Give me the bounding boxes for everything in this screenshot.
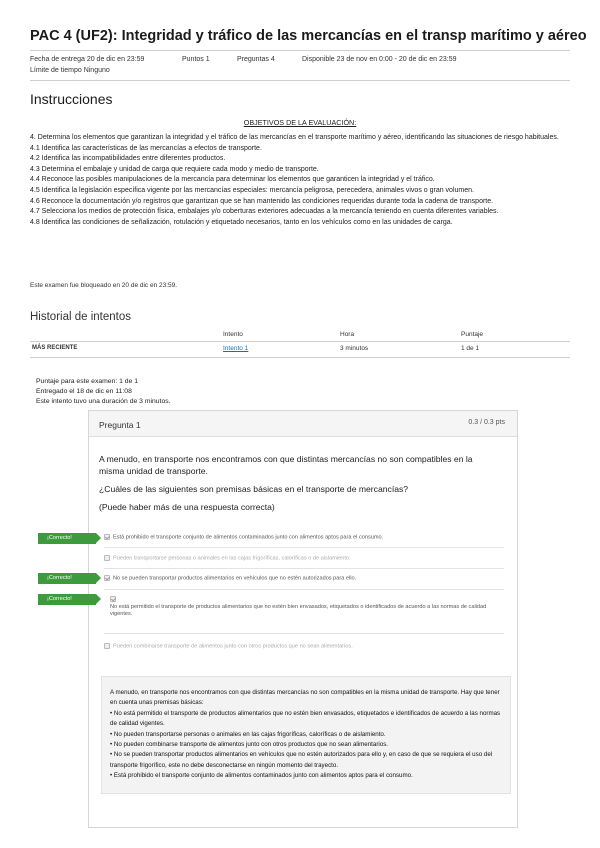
answer-text: Pueden combinarse transporte de alimentos junto con otros productos que no sean alimentarios. bbox=[113, 643, 353, 650]
feedback-item: • Está prohibido el transporte conjunto de alimentos contaminados junto con alimentos aptos para el consumo. bbox=[110, 772, 413, 780]
checkbox-checked[interactable] bbox=[110, 596, 116, 602]
attempt-summary bbox=[36, 377, 171, 407]
locked-note: Este examen fue bloqueado en 20 de dic en 23:59. bbox=[30, 282, 178, 289]
answer-option bbox=[104, 643, 504, 657]
question-prompt: ¿Cuáles de las siguientes son premisas básicas en el transporte de mercancías? bbox=[99, 484, 409, 494]
row-label: MÁS RECIENTE bbox=[32, 345, 78, 351]
answer-text: Está prohibido el transporte conjunto de alimentos contaminados junto con alimentos aptos para el consumo. bbox=[113, 534, 384, 541]
question-points: 0.3 / 0.3 pts bbox=[468, 419, 505, 426]
feedback-intro: A menudo, en transporte nos encontramos con que distintas mercancías no son compatibles en la misma unidad de transporte. Hay que tener en cuenta unas premisas básicas: bbox=[110, 689, 500, 707]
instructions-heading: Instrucciones bbox=[30, 91, 113, 107]
meta-divider bbox=[30, 80, 570, 81]
objective-item: 4.2 Identifica las incompatibilidades entre diferentes productos. bbox=[30, 155, 226, 163]
objective-item: 4.4 Reconoce las posibles manipulaciones de la mercancía para determinar los elementos que garanticen la integridad y el tráfico. bbox=[30, 176, 435, 184]
answer-feedback bbox=[101, 676, 511, 794]
answer-text: No está permitido el transporte de productos alimentarios que no estén bien envasados, etiquetados o identificados de acuerdo a las normas de calidad vigentes. bbox=[110, 603, 487, 618]
objective-item: 4. Determina los elementos que garantizan la integridad y el tráfico de las mercancías en el transporte marítimo y aéreo, identificando las situaciones de riesgo habituales. bbox=[30, 134, 559, 141]
availability-info: Disponible 23 de nov en 0:00 - 20 de dic en 23:59 bbox=[302, 56, 457, 63]
history-heading: Historial de intentos bbox=[30, 311, 131, 323]
checkbox-checked[interactable] bbox=[104, 575, 110, 581]
time-limit: Límite de tiempo Ninguno bbox=[30, 67, 110, 74]
correct-tag: ¡Correcto! bbox=[38, 533, 96, 544]
correct-tag: ¡Correcto! bbox=[38, 573, 96, 584]
question-number: Pregunta 1 bbox=[99, 420, 141, 430]
question-text bbox=[99, 453, 499, 519]
table-header-divider bbox=[30, 341, 570, 342]
answer-text: Pueden transportarse personas o animales en las cajas frigoríficas, caloríficas o de aislamiento. bbox=[113, 555, 351, 562]
objectives-list bbox=[30, 133, 575, 228]
objective-item: 4.5 Identifica la legislación específica vigente por las mercancías especiales: mercancía peligrosa, perecedera, animales vivos o gran volumen. bbox=[30, 186, 474, 194]
answer-option bbox=[104, 575, 504, 590]
correct-tag: ¡Correcto! bbox=[38, 594, 96, 605]
objective-item: 4.6 Reconoce la documentación y/o registros que garantizan que se han mantenido las condiciones requeridas durante toda la cadena de transporte. bbox=[30, 197, 494, 205]
col-time: Hora bbox=[340, 331, 355, 338]
table-row-divider bbox=[30, 357, 570, 358]
answer-option bbox=[104, 555, 504, 569]
answer-option bbox=[104, 596, 504, 634]
question-stem: A menudo, en transporte nos encontramos con que distintas mercancías no son compatibles en la misma unidad de transporte. bbox=[99, 454, 473, 476]
feedback-item: • No se pueden transportar productos alimentarios en vehículos que no estén autorizados para ello y, en caso de que se requiera el uso del transporte frigorífico, este no debe desconectarse en ningún momento del trayecto. bbox=[110, 751, 493, 769]
question-hint: (Puede haber más de una respuesta correcta) bbox=[99, 502, 275, 512]
feedback-item: • No pueden combinarse transporte de alimentos junto con otros productos que no sean alimentarios. bbox=[110, 741, 389, 749]
feedback-item: • No está permitido el transporte de productos alimentarios que no estén bien envasados, etiquetados e identificados de acuerdo a las normas de calidad vigentes. bbox=[110, 709, 501, 728]
summary-submitted: Entregado el 18 de dic en 11:08 bbox=[36, 388, 132, 395]
feedback-item: • No pueden transportarse personas o animales en las cajas frigoríficas, caloríficas o de aislamiento. bbox=[110, 730, 386, 738]
objective-item: 4.1 Identifica las características de las mercancías a efectos de transporte. bbox=[30, 144, 262, 152]
answer-text: No se pueden transportar productos alimentarios en vehículos que no estén autorizados para ello. bbox=[113, 575, 357, 582]
answer-option bbox=[104, 534, 504, 548]
attempt-score: 1 de 1 bbox=[461, 345, 480, 352]
quiz-title: PAC 4 (UF2): Integridad y tráfico de las mercancías en el transp marítimo y aéreo bbox=[30, 28, 587, 44]
question-header bbox=[89, 411, 517, 437]
title-divider bbox=[30, 50, 570, 51]
objective-item: 4.7 Selecciona los medios de protección física, embalajes y/o coberturas exteriores adecuadas a la mercancía teniendo en cuenta diferentes variables. bbox=[30, 208, 499, 216]
col-score: Puntaje bbox=[461, 331, 484, 338]
points-info: Puntos 1 bbox=[182, 56, 210, 63]
summary-duration: Este intento tuvo una duración de 3 minutos. bbox=[36, 398, 171, 405]
objective-item: 4.8 Identifica las condiciones de señalización, rotulación y etiquetado necesarios, tanto en los vehículos como en las unidades de carga. bbox=[30, 218, 453, 226]
checkbox-checked[interactable] bbox=[104, 534, 110, 540]
questions-info: Preguntas 4 bbox=[237, 56, 275, 63]
attempt-time: 3 minutos bbox=[340, 345, 369, 352]
checkbox[interactable] bbox=[104, 555, 110, 561]
summary-score: Puntaje para este examen: 1 de 1 bbox=[36, 378, 139, 385]
objective-item: 4.3 Determina el embalaje y unidad de carga que requiere cada modo y medio de transporte. bbox=[30, 165, 319, 173]
attempt-link[interactable]: Intento 1 bbox=[223, 345, 249, 352]
col-attempt: Intento bbox=[223, 331, 243, 338]
due-date: Fecha de entrega 20 de dic en 23:59 bbox=[30, 56, 145, 63]
objectives-title: OBJETIVOS DE LA EVALUACIÓN: bbox=[243, 118, 357, 127]
checkbox[interactable] bbox=[104, 643, 110, 649]
